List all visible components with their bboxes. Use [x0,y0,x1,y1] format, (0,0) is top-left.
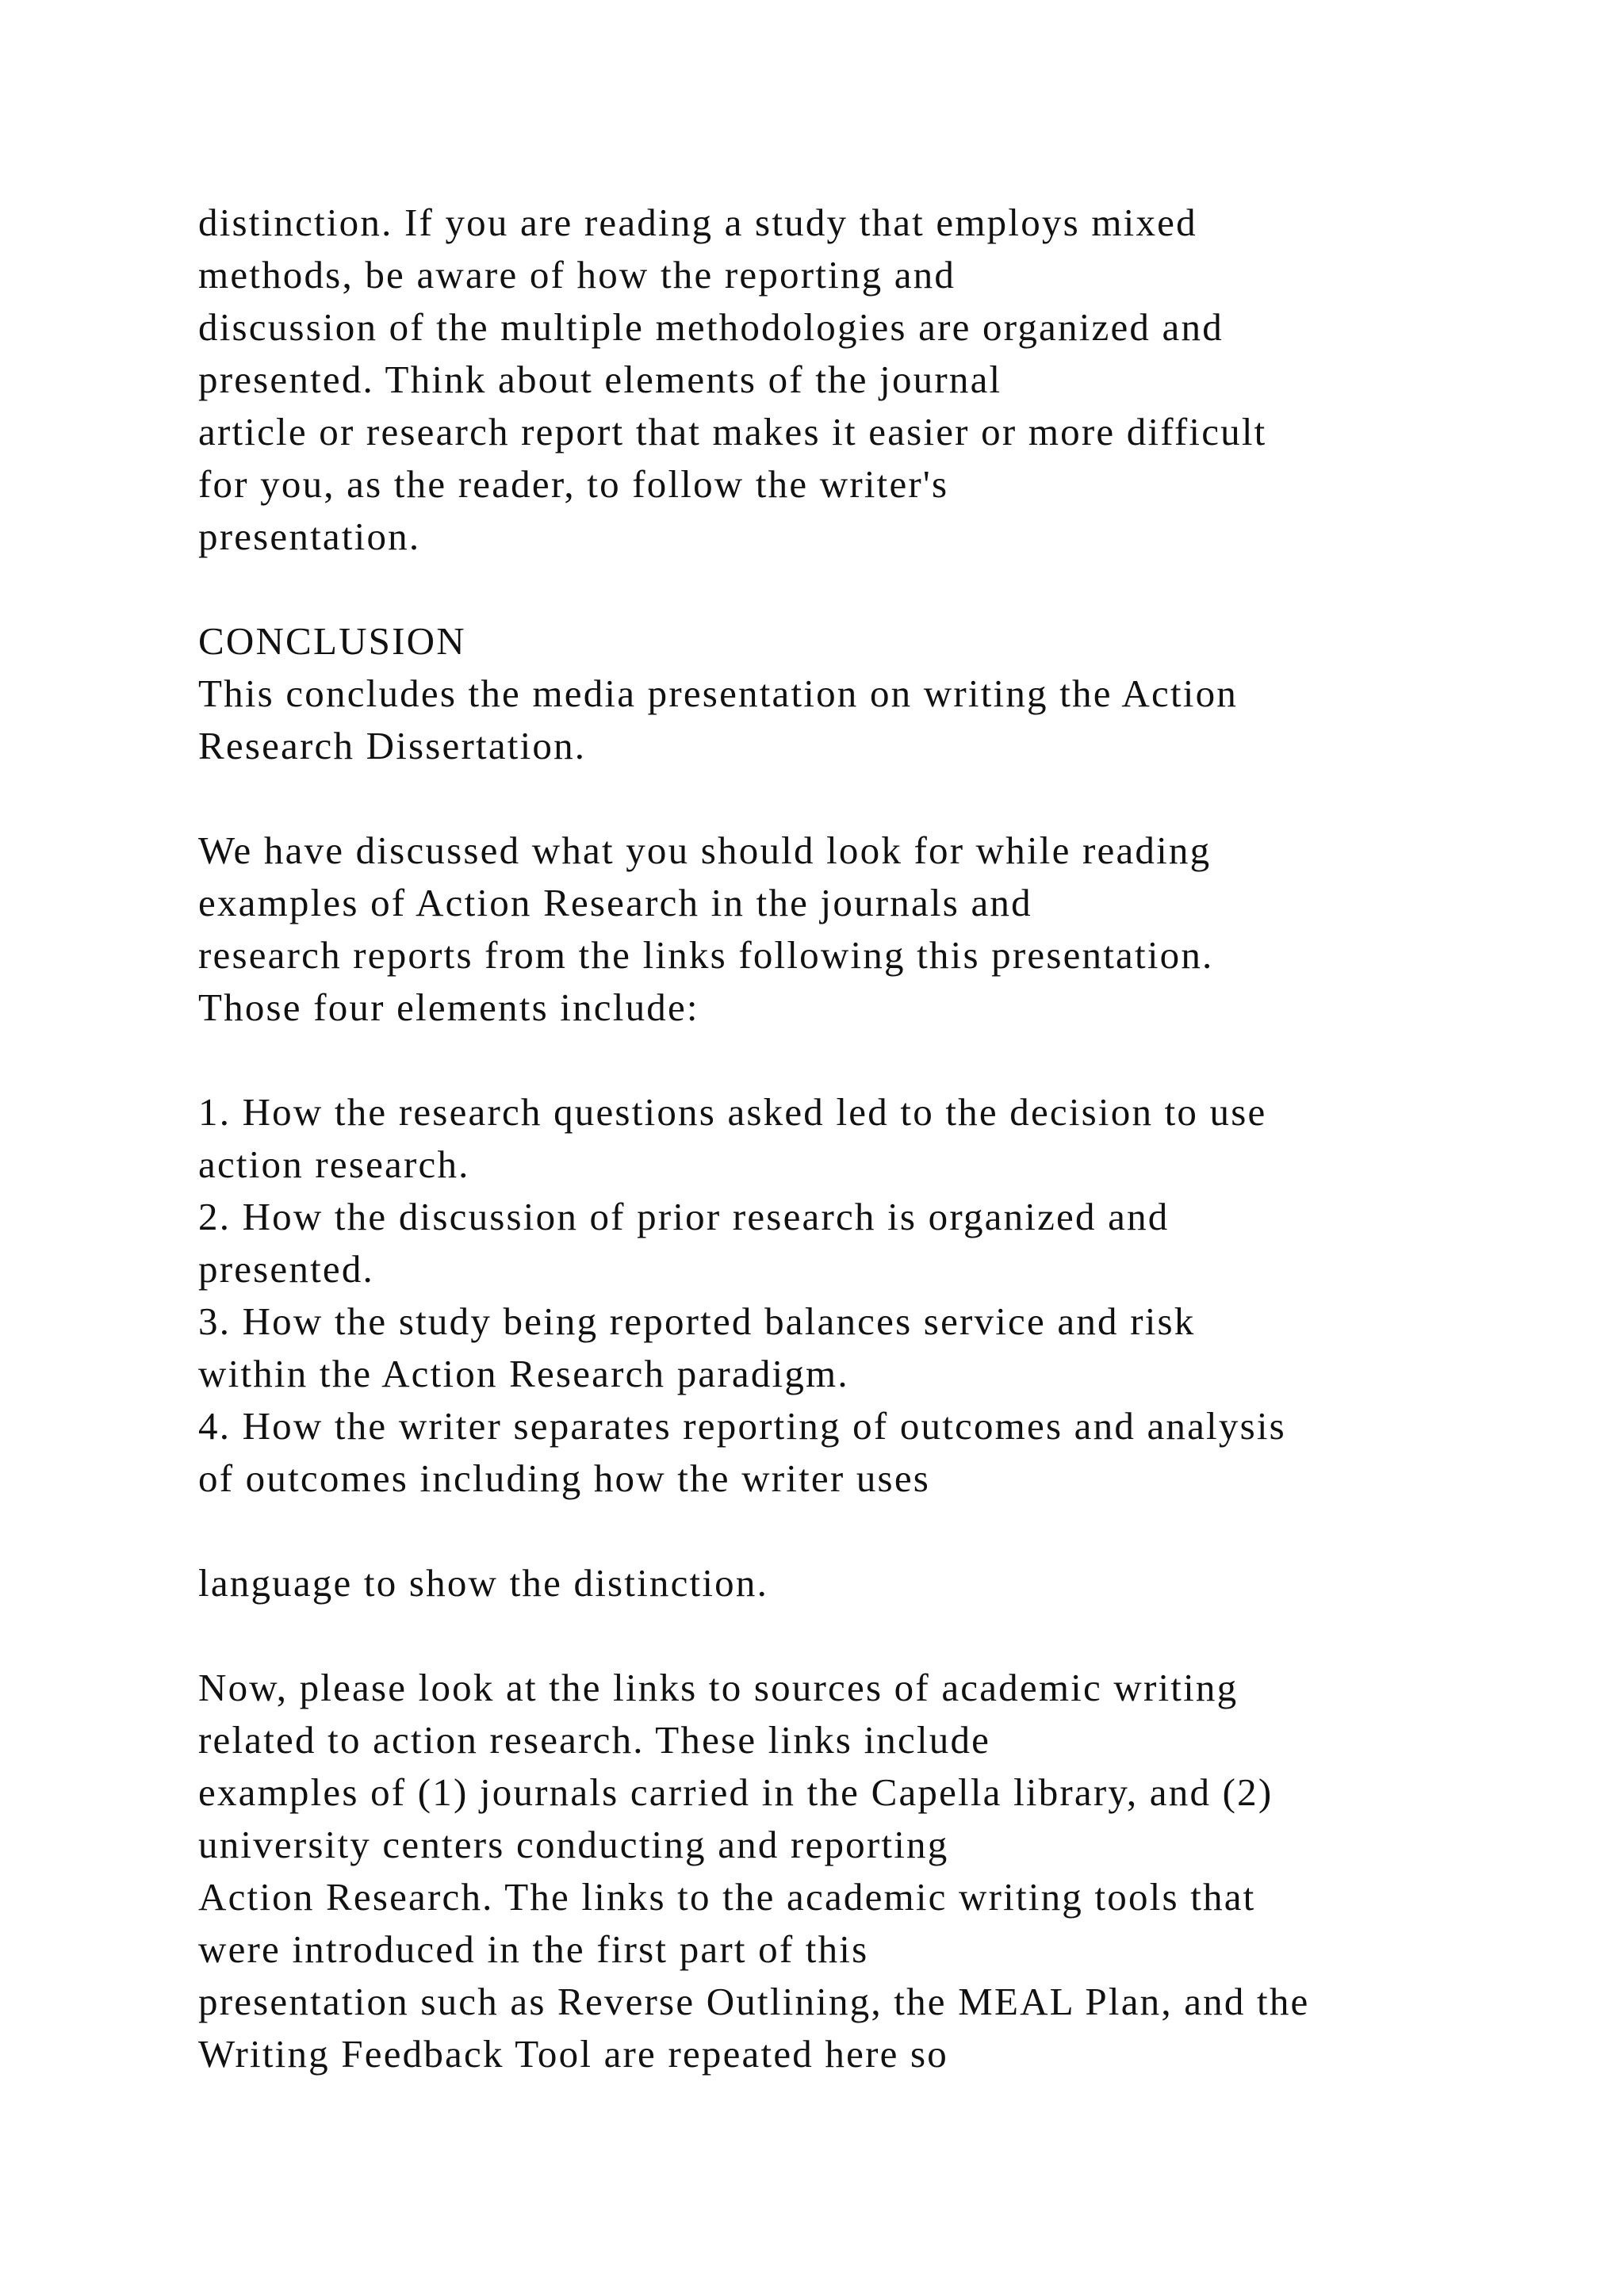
body-line: Writing Feedback Tool are repeated here so [198,2032,948,2076]
list-item-4: 4. How the writer separates reporting of outcomes and analysis [198,1404,1286,1448]
body-line: Those four elements include: [198,985,699,1029]
list-item-2: 2. How the discussion of prior research is organized and [198,1195,1170,1238]
body-line: presentation such as Reverse Outlining, the MEAL Plan, and the [198,1980,1310,2023]
list-item-3-cont: within the Action Research paradigm. [198,1352,849,1395]
body-line: methods, be aware of how the reporting and [198,253,956,297]
list-item-3: 3. How the study being reported balances service and risk [198,1299,1196,1343]
body-line: distinction. If you are reading a study that employs mixed [198,201,1197,244]
blank-line [198,1505,1483,1557]
body-line: research reports from the links following this presentation. [198,933,1214,977]
body-line: This concludes the media presentation on writing the Action [198,672,1238,715]
blank-line [198,772,1483,825]
list-item-1-cont: action research. [198,1142,470,1186]
body-line: university centers conducting and reporting [198,1823,949,1866]
body-line: were introduced in the first part of this [198,1927,869,1971]
blank-line [198,563,1483,615]
list-item-2-cont: presented. [198,1247,374,1291]
document-body [198,197,1483,2080]
body-line: Action Research. The links to the academic writing tools that [198,1875,1256,1919]
body-line: discussion of the multiple methodologies are organized and [198,305,1224,349]
body-line: We have discussed what you should look for while reading [198,828,1212,872]
section-heading: CONCLUSION [198,619,466,663]
body-line: presentation. [198,515,421,558]
body-line: for you, as the reader, to follow the writer's [198,462,949,506]
blank-line [198,1034,1483,1086]
list-item-1: 1. How the research questions asked led to the decision to use [198,1090,1267,1134]
body-line: article or research report that makes it easier or more difficult [198,410,1267,453]
body-line: Now, please look at the links to sources of academic writing [198,1666,1239,1709]
body-line: presented. Think about elements of the journal [198,358,1002,401]
blank-line [198,1609,1483,1662]
body-line: Research Dissertation. [198,724,587,767]
body-line: examples of (1) journals carried in the Capella library, and (2) [198,1770,1274,1814]
list-item-4-cont: of outcomes including how the writer uses [198,1456,931,1500]
body-line: examples of Action Research in the journals and [198,881,1032,924]
body-line: related to action research. These links include [198,1718,991,1762]
list-item-4-cont: language to show the distinction. [198,1561,769,1605]
